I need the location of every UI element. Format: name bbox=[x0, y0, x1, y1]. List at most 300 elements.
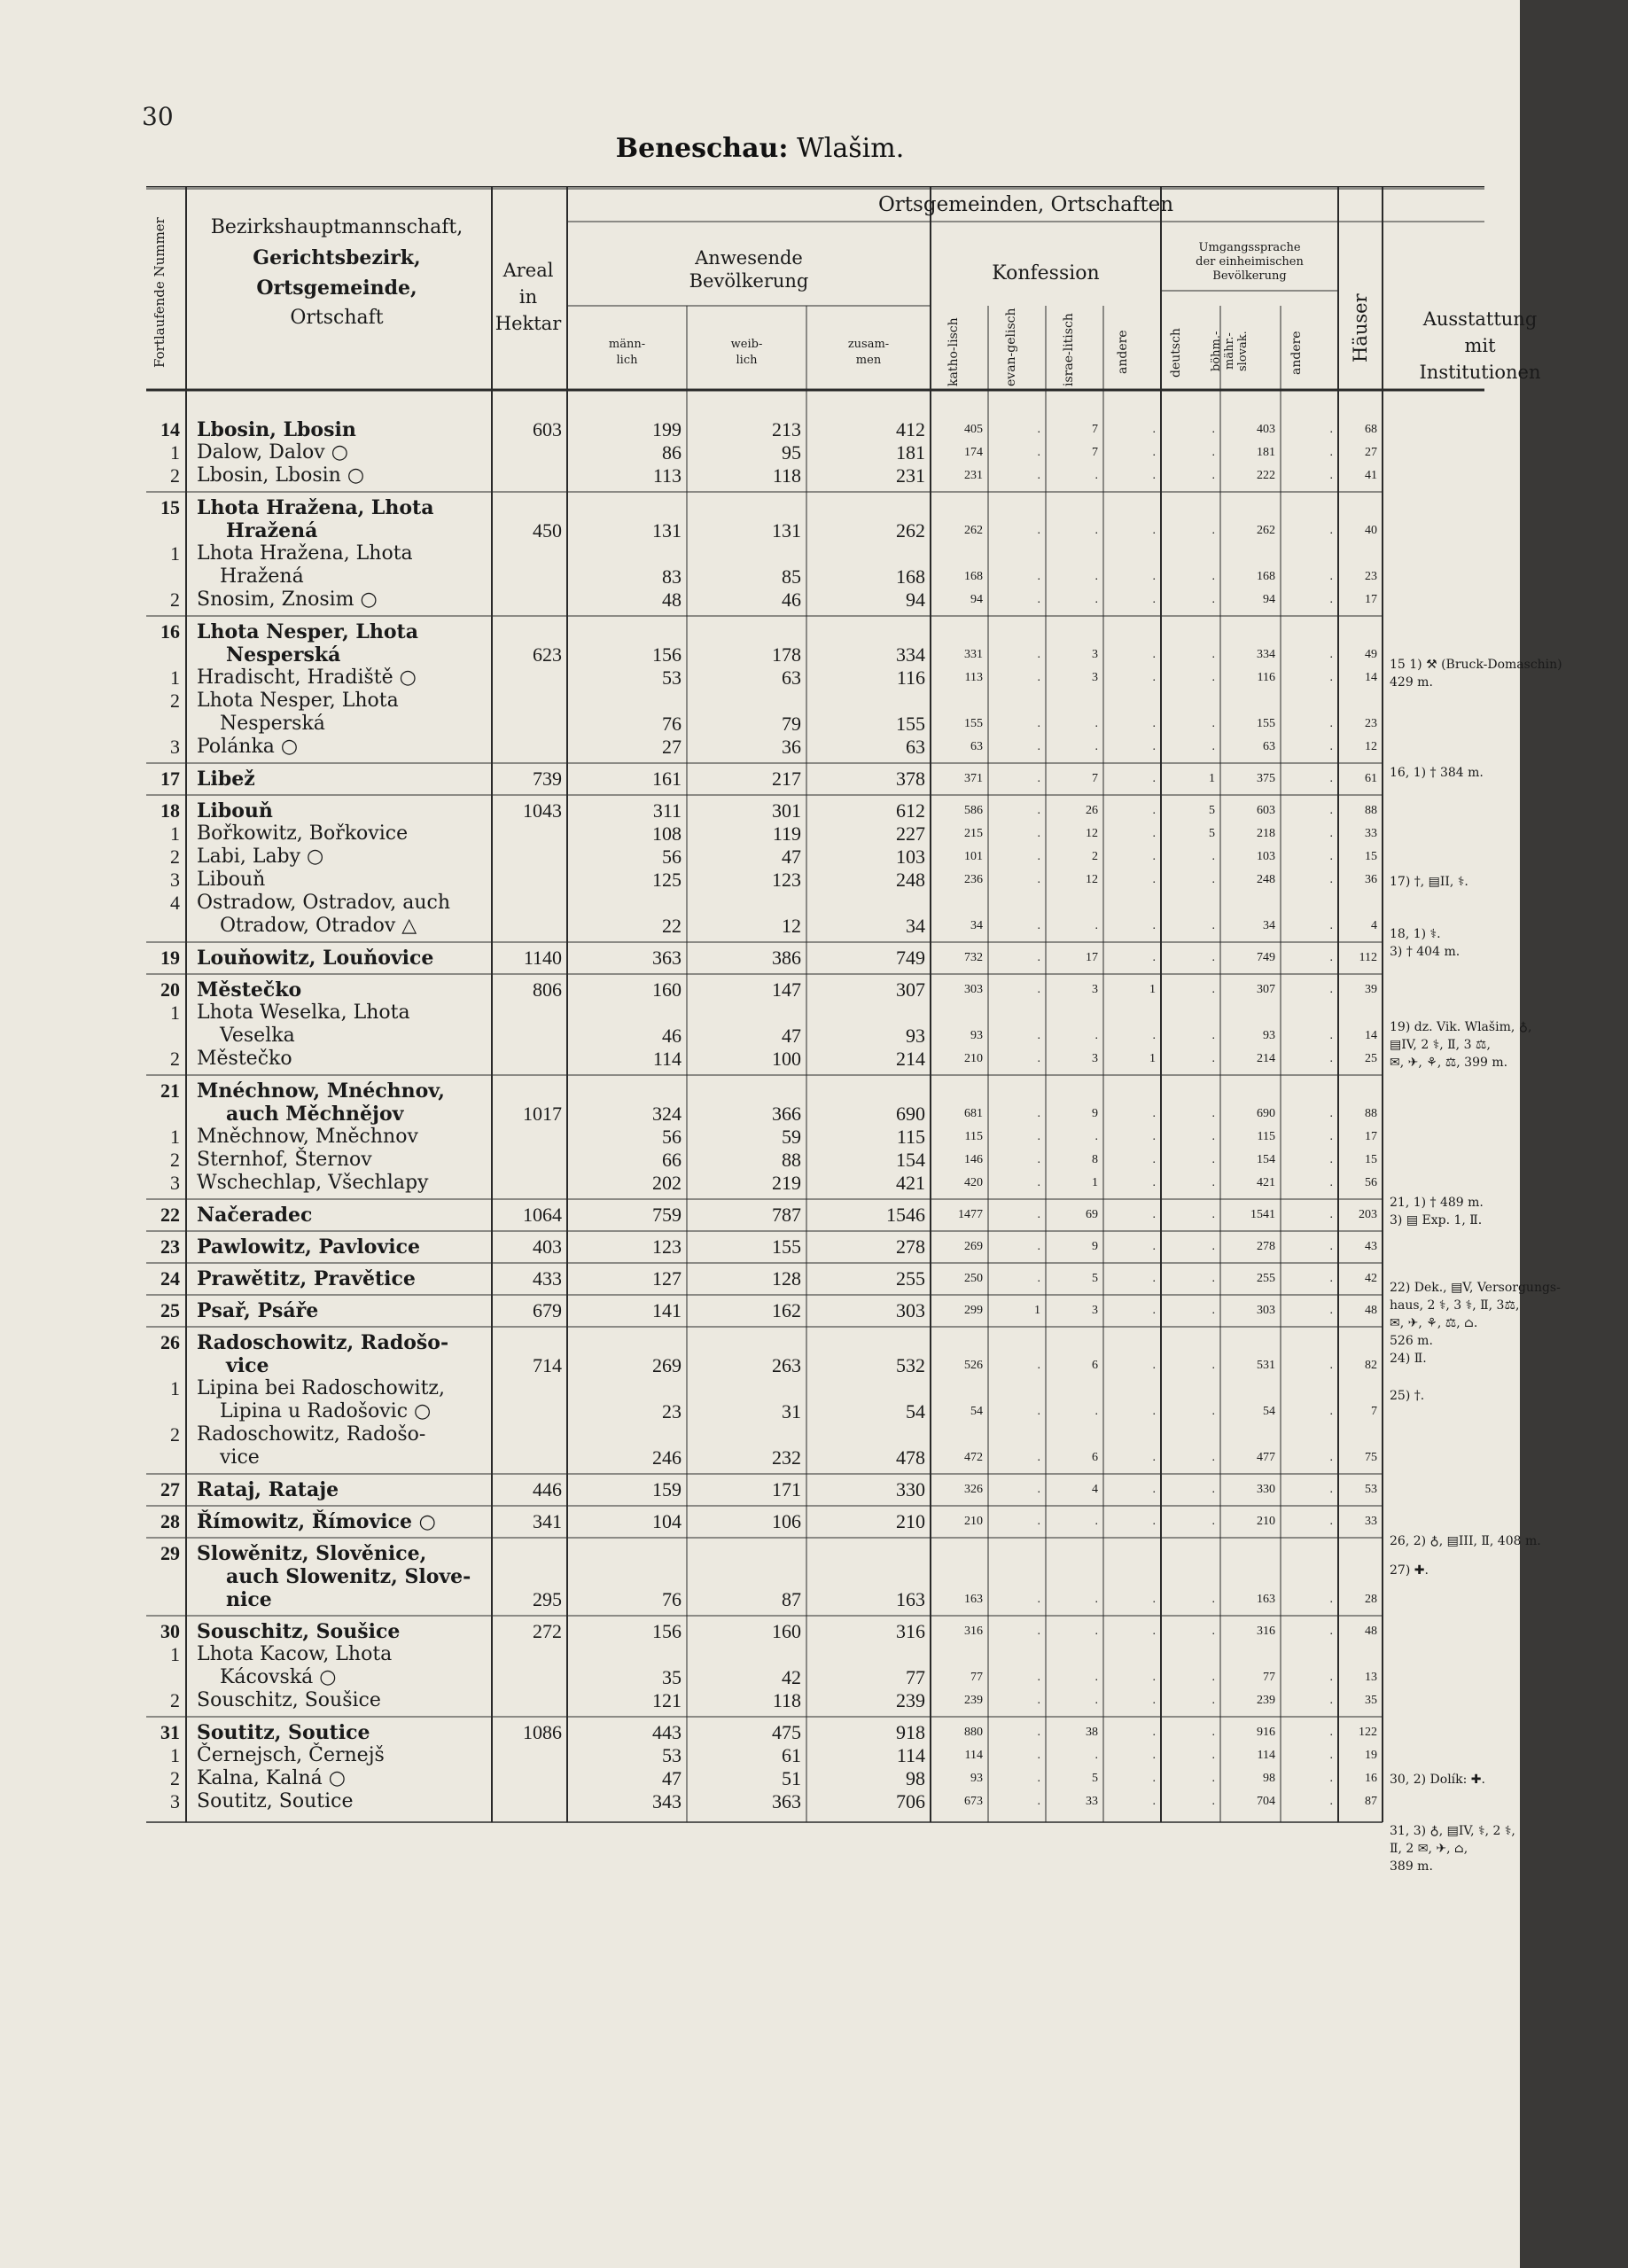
district-name: Beneschau: bbox=[615, 133, 789, 164]
institution-entry: 27) ✚. bbox=[1390, 1563, 1429, 1578]
kat-value: 163 bbox=[964, 1593, 983, 1606]
boh-value: 34 bbox=[1263, 919, 1275, 932]
boh-value: 54 bbox=[1263, 1405, 1275, 1418]
row-number: 21 bbox=[160, 1079, 180, 1102]
eva-value: . bbox=[1037, 740, 1040, 753]
institution-entry: ▤IV, 2 ⚕, Ⅱ, 3 ⚖, bbox=[1390, 1038, 1491, 1053]
m-value: 443 bbox=[652, 1721, 682, 1743]
and-value: . bbox=[1152, 1625, 1156, 1638]
and-value: . bbox=[1152, 423, 1156, 436]
row-number: 1 bbox=[170, 1643, 180, 1665]
boh-value: 916 bbox=[1257, 1726, 1275, 1739]
isr-value: 17 bbox=[1086, 951, 1098, 964]
institution-entry: 18, 1) ⚕. bbox=[1390, 927, 1441, 942]
row-number: 1 bbox=[170, 441, 180, 464]
z-value: 227 bbox=[896, 822, 925, 845]
asp-value: . bbox=[1329, 772, 1333, 785]
row-number: 31 bbox=[160, 1721, 180, 1743]
boh-value: 214 bbox=[1257, 1052, 1275, 1065]
eva-value: . bbox=[1037, 1176, 1040, 1189]
z-value: 316 bbox=[896, 1620, 925, 1642]
isr-value: 33 bbox=[1086, 1795, 1098, 1808]
row-number: 24 bbox=[160, 1267, 180, 1290]
kat-value: 586 bbox=[964, 804, 983, 817]
w-value: 51 bbox=[782, 1767, 801, 1789]
hau-value: 75 bbox=[1365, 1451, 1377, 1464]
hau-value: 15 bbox=[1365, 1153, 1377, 1166]
hau-value: 23 bbox=[1365, 717, 1377, 730]
header-name-line4: Ortschaft bbox=[290, 307, 384, 329]
kat-value: 371 bbox=[964, 772, 983, 785]
header-ausstattung bbox=[1383, 306, 1577, 386]
z-value: 168 bbox=[896, 565, 925, 588]
w-value: 147 bbox=[772, 978, 801, 1001]
row-number: 18 bbox=[160, 799, 180, 822]
place-name: Snosim, Znosim ○ bbox=[197, 588, 378, 611]
boh-value: 307 bbox=[1257, 983, 1275, 996]
and-value: . bbox=[1152, 1304, 1156, 1317]
w-value: 59 bbox=[782, 1126, 801, 1148]
and-value: . bbox=[1152, 1451, 1156, 1464]
hau-value: 40 bbox=[1365, 524, 1377, 537]
boh-value: 155 bbox=[1257, 717, 1275, 730]
isr-value: 6 bbox=[1092, 1451, 1098, 1464]
kat-value: 174 bbox=[964, 446, 983, 459]
place-name-cont: nice bbox=[226, 1588, 272, 1611]
asp-value: . bbox=[1329, 1130, 1333, 1143]
place-name: Římowitz, Římovice ○ bbox=[197, 1510, 436, 1533]
and-value: . bbox=[1152, 1671, 1156, 1684]
boh-value: 375 bbox=[1257, 772, 1275, 785]
and-value: 1 bbox=[1149, 983, 1156, 996]
asp-value: . bbox=[1329, 1272, 1333, 1285]
row-number: 3 bbox=[170, 736, 180, 758]
header-areal bbox=[492, 257, 565, 337]
kat-value: 250 bbox=[964, 1272, 983, 1285]
header-name-line3: Ortsgemeinde, bbox=[256, 277, 417, 300]
header-maennlich-line1: männ- bbox=[608, 338, 646, 351]
eva-value: . bbox=[1037, 1405, 1040, 1418]
header-andere-sprache: andere bbox=[1289, 331, 1304, 375]
z-value: 421 bbox=[896, 1172, 925, 1194]
w-value: 31 bbox=[782, 1400, 801, 1422]
and-value: . bbox=[1152, 1359, 1156, 1372]
z-value: 1546 bbox=[886, 1204, 925, 1226]
place-name: Bořkowitz, Bořkovice bbox=[197, 822, 409, 845]
w-value: 85 bbox=[782, 565, 801, 588]
place-name-cont: vice bbox=[220, 1446, 260, 1469]
place-name: Kalna, Kalná ○ bbox=[197, 1767, 346, 1789]
asp-value: . bbox=[1329, 593, 1333, 606]
place-name: Psař, Psáře bbox=[197, 1299, 319, 1322]
asp-value: . bbox=[1329, 1749, 1333, 1762]
header-ausstattung-line1: Ausstattung bbox=[1422, 308, 1538, 330]
m-value: 156 bbox=[652, 1620, 682, 1642]
header-haeuser: Häuser bbox=[1350, 293, 1371, 362]
and-value: . bbox=[1152, 1483, 1156, 1496]
w-value: 162 bbox=[772, 1299, 801, 1321]
place-name: Wschechlap, Všechlapy bbox=[197, 1172, 429, 1194]
and-value: . bbox=[1152, 850, 1156, 863]
institution-entry: 21, 1) † 489 m. bbox=[1390, 1195, 1484, 1210]
header-areal-line1: Areal bbox=[502, 260, 554, 281]
deu-value: . bbox=[1211, 1405, 1215, 1418]
asp-value: . bbox=[1329, 1772, 1333, 1785]
kat-value: 299 bbox=[964, 1304, 983, 1317]
and-value: . bbox=[1152, 772, 1156, 785]
row-number: 19 bbox=[160, 947, 180, 969]
and-value: . bbox=[1152, 1153, 1156, 1166]
row-number: 2 bbox=[170, 588, 180, 611]
deu-value: . bbox=[1211, 1694, 1215, 1707]
place-name: Lhota Hražena, Lhota bbox=[197, 542, 413, 565]
hau-value: 19 bbox=[1365, 1749, 1377, 1762]
institution-entry: 17) †, ▤II, ⚕. bbox=[1390, 875, 1468, 890]
deu-value: . bbox=[1211, 423, 1215, 436]
kat-value: 681 bbox=[964, 1107, 983, 1120]
w-value: 155 bbox=[772, 1235, 801, 1258]
z-value: 163 bbox=[896, 1588, 925, 1610]
deu-value: . bbox=[1211, 469, 1215, 482]
institution-entry: 526 m. bbox=[1390, 1334, 1433, 1349]
header-bevoelkerung-line1: Anwesende bbox=[695, 247, 803, 269]
deu-value: . bbox=[1211, 1772, 1215, 1785]
asp-value: . bbox=[1329, 1029, 1333, 1042]
isr-value: . bbox=[1094, 593, 1098, 606]
w-value: 131 bbox=[772, 519, 801, 542]
deu-value: . bbox=[1211, 1304, 1215, 1317]
boh-value: 222 bbox=[1257, 469, 1275, 482]
row-number: 1 bbox=[170, 822, 180, 845]
eva-value: . bbox=[1037, 1107, 1040, 1120]
areal-value: 806 bbox=[533, 978, 562, 1001]
eva-value: . bbox=[1037, 1483, 1040, 1496]
kat-value: 94 bbox=[970, 593, 983, 606]
row-number: 1 bbox=[170, 1744, 180, 1766]
z-value: 115 bbox=[896, 1126, 925, 1148]
deu-value: . bbox=[1211, 1515, 1215, 1528]
w-value: 88 bbox=[782, 1149, 801, 1171]
row-number: 2 bbox=[170, 1149, 180, 1171]
isr-value: 12 bbox=[1086, 827, 1098, 840]
place-name-cont: Veselka bbox=[220, 1025, 295, 1047]
place-name: Městečko bbox=[197, 978, 302, 1002]
kat-value: 155 bbox=[964, 717, 983, 730]
row-number: 23 bbox=[160, 1235, 180, 1258]
areal-value: 1140 bbox=[523, 947, 562, 969]
header-zusammen bbox=[806, 337, 931, 369]
hau-value: 53 bbox=[1365, 1483, 1377, 1496]
institution-entry: 26, 2) ♁, ▤III, Ⅱ, 408 m. bbox=[1390, 1533, 1541, 1548]
institution-entry: 16, 1) † 384 m. bbox=[1390, 765, 1484, 780]
w-value: 47 bbox=[782, 846, 801, 868]
w-value: 118 bbox=[772, 1689, 801, 1711]
z-value: 154 bbox=[896, 1149, 925, 1171]
boh-value: 421 bbox=[1257, 1176, 1275, 1189]
and-value: . bbox=[1152, 446, 1156, 459]
m-value: 27 bbox=[662, 736, 682, 758]
place-name-cont: Hražená bbox=[220, 565, 304, 588]
institution-entry: 31, 3) ♁, ▤IV, ⚕, 2 ⚕, bbox=[1390, 1824, 1515, 1839]
isr-value: 3 bbox=[1092, 1052, 1098, 1065]
m-value: 56 bbox=[662, 846, 682, 868]
deu-value: . bbox=[1211, 1593, 1215, 1606]
kat-value: 526 bbox=[964, 1359, 983, 1372]
w-value: 787 bbox=[772, 1204, 801, 1226]
z-value: 918 bbox=[896, 1721, 925, 1743]
eva-value: . bbox=[1037, 446, 1040, 459]
header-weiblich-line1: weib- bbox=[730, 338, 763, 351]
row-number: 3 bbox=[170, 1790, 180, 1812]
place-name-cont: Otradow, Otradov △ bbox=[220, 915, 417, 937]
row-number: 16 bbox=[160, 620, 180, 643]
asp-value: . bbox=[1329, 1795, 1333, 1808]
asp-value: . bbox=[1329, 1726, 1333, 1739]
w-value: 213 bbox=[772, 418, 801, 440]
areal-value: 341 bbox=[533, 1510, 562, 1532]
m-value: 131 bbox=[652, 519, 682, 542]
deu-value: . bbox=[1211, 1749, 1215, 1762]
boh-value: 1541 bbox=[1250, 1208, 1275, 1221]
isr-value: 7 bbox=[1092, 446, 1098, 459]
and-value: . bbox=[1152, 1208, 1156, 1221]
kat-value: 215 bbox=[964, 827, 983, 840]
w-value: 36 bbox=[782, 736, 801, 758]
and-value: . bbox=[1152, 570, 1156, 583]
m-value: 46 bbox=[662, 1025, 682, 1047]
z-value: 612 bbox=[896, 799, 925, 822]
header-umgangssprache-line2: der einheimischen bbox=[1196, 255, 1304, 269]
kat-value: 331 bbox=[964, 648, 983, 661]
w-value: 232 bbox=[772, 1446, 801, 1469]
w-value: 119 bbox=[772, 822, 801, 845]
eva-value: . bbox=[1037, 1515, 1040, 1528]
areal-value: 450 bbox=[533, 519, 562, 542]
deu-value: . bbox=[1211, 446, 1215, 459]
hau-value: 36 bbox=[1365, 873, 1377, 886]
areal-value: 295 bbox=[533, 1588, 562, 1610]
isr-value: . bbox=[1094, 1671, 1098, 1684]
kat-value: 146 bbox=[964, 1153, 983, 1166]
row-number: 27 bbox=[160, 1478, 180, 1500]
asp-value: . bbox=[1329, 850, 1333, 863]
deu-value: . bbox=[1211, 983, 1215, 996]
deu-value: . bbox=[1211, 951, 1215, 964]
m-value: 311 bbox=[652, 799, 682, 822]
kat-value: 880 bbox=[964, 1726, 983, 1739]
deu-value: . bbox=[1211, 919, 1215, 932]
place-name: Načeradec bbox=[197, 1204, 313, 1227]
boh-value: 210 bbox=[1257, 1515, 1275, 1528]
kat-value: 168 bbox=[964, 570, 983, 583]
asp-value: . bbox=[1329, 827, 1333, 840]
eva-value: . bbox=[1037, 1671, 1040, 1684]
isr-value: 5 bbox=[1092, 1772, 1098, 1785]
areal-value: 739 bbox=[533, 768, 562, 790]
m-value: 759 bbox=[652, 1204, 682, 1226]
z-value: 114 bbox=[896, 1744, 925, 1766]
deu-value: . bbox=[1211, 1052, 1215, 1065]
header-name-line2: Gerichtsbezirk, bbox=[253, 246, 421, 269]
kat-value: 54 bbox=[970, 1405, 983, 1418]
isr-value: 3 bbox=[1092, 648, 1098, 661]
place-name: Lhota Nesper, Lhota bbox=[197, 620, 418, 643]
z-value: 690 bbox=[896, 1103, 925, 1125]
m-value: 23 bbox=[662, 1400, 682, 1422]
place-name-cont: Kácovská ○ bbox=[220, 1666, 337, 1688]
place-name: Rataj, Rataje bbox=[197, 1478, 339, 1501]
boh-value: 93 bbox=[1263, 1029, 1275, 1042]
row-number: 17 bbox=[160, 768, 180, 790]
eva-value: . bbox=[1037, 1153, 1040, 1166]
institution-entry: ✉, ✈, ⚘, ⚖, ⌂. bbox=[1390, 1316, 1478, 1331]
eva-value: . bbox=[1037, 1451, 1040, 1464]
w-value: 217 bbox=[772, 768, 801, 790]
hau-value: 4 bbox=[1371, 919, 1377, 932]
eva-value: . bbox=[1037, 772, 1040, 785]
asp-value: . bbox=[1329, 951, 1333, 964]
hau-value: 14 bbox=[1365, 671, 1377, 684]
m-value: 246 bbox=[652, 1446, 682, 1469]
statistics-table bbox=[146, 186, 1562, 2078]
and-value: . bbox=[1152, 919, 1156, 932]
isr-value: 7 bbox=[1092, 423, 1098, 436]
row-number: 30 bbox=[160, 1620, 180, 1642]
deu-value: . bbox=[1211, 1029, 1215, 1042]
and-value: . bbox=[1152, 671, 1156, 684]
asp-value: . bbox=[1329, 570, 1333, 583]
eva-value: . bbox=[1037, 648, 1040, 661]
hau-value: 23 bbox=[1365, 570, 1377, 583]
boh-value: 103 bbox=[1257, 850, 1275, 863]
deu-value: . bbox=[1211, 1671, 1215, 1684]
z-value: 330 bbox=[896, 1478, 925, 1500]
z-value: 54 bbox=[906, 1400, 925, 1422]
header-fortlaufende-nummer: Fortlaufende Nummer bbox=[152, 217, 167, 368]
m-value: 123 bbox=[652, 1235, 682, 1258]
asp-value: . bbox=[1329, 648, 1333, 661]
place-name: Slowěnitz, Slověnice, bbox=[197, 1542, 427, 1565]
header-zusammen-line2: men bbox=[855, 354, 882, 367]
deu-value: . bbox=[1211, 524, 1215, 537]
eva-value: . bbox=[1037, 1726, 1040, 1739]
place-name: Lbosin, Lbosin ○ bbox=[197, 464, 365, 487]
asp-value: . bbox=[1329, 1593, 1333, 1606]
kat-value: 303 bbox=[964, 983, 983, 996]
eva-value: . bbox=[1037, 1208, 1040, 1221]
hau-value: 56 bbox=[1365, 1176, 1377, 1189]
place-name: Dalow, Dalov ○ bbox=[197, 441, 348, 464]
header-katholisch: katho-lisch bbox=[946, 317, 961, 386]
kat-value: 673 bbox=[964, 1795, 983, 1808]
row-number: 14 bbox=[160, 418, 180, 440]
boh-value: 303 bbox=[1257, 1304, 1275, 1317]
row-number: 15 bbox=[160, 496, 180, 518]
kat-value: 93 bbox=[970, 1772, 983, 1785]
place-name: Lhota Weselka, Lhota bbox=[197, 1002, 410, 1024]
header-umgangssprache bbox=[1161, 241, 1338, 284]
asp-value: . bbox=[1329, 1483, 1333, 1496]
z-value: 94 bbox=[906, 588, 925, 611]
m-value: 141 bbox=[652, 1299, 682, 1321]
hau-value: 112 bbox=[1359, 951, 1377, 964]
w-value: 178 bbox=[772, 643, 801, 666]
header-weiblich bbox=[687, 337, 806, 369]
w-value: 219 bbox=[772, 1172, 801, 1194]
asp-value: . bbox=[1329, 804, 1333, 817]
hau-value: 15 bbox=[1365, 850, 1377, 863]
isr-value: . bbox=[1094, 469, 1098, 482]
institution-entry: 3) † 404 m. bbox=[1390, 945, 1461, 960]
isr-value: . bbox=[1094, 524, 1098, 537]
institution-entry: 25) †. bbox=[1390, 1389, 1425, 1403]
place-name-cont: auch Slowenitz, Slove- bbox=[226, 1565, 471, 1588]
m-value: 86 bbox=[662, 441, 682, 464]
place-name-cont: vice bbox=[226, 1354, 269, 1377]
asp-value: . bbox=[1329, 1240, 1333, 1253]
m-value: 56 bbox=[662, 1126, 682, 1148]
hau-value: 42 bbox=[1365, 1272, 1377, 1285]
place-name: Lipina bei Radoschowitz, bbox=[197, 1377, 446, 1399]
hau-value: 48 bbox=[1365, 1304, 1377, 1317]
and-value: . bbox=[1152, 1795, 1156, 1808]
isr-value: 3 bbox=[1092, 1304, 1098, 1317]
place-name: Radoschowitz, Radošo- bbox=[197, 1331, 449, 1354]
place-name: Hradischt, Hradiště ○ bbox=[197, 666, 417, 689]
deu-value: . bbox=[1211, 1208, 1215, 1221]
z-value: 214 bbox=[896, 1048, 925, 1070]
isr-value: . bbox=[1094, 1405, 1098, 1418]
eva-value: . bbox=[1037, 983, 1040, 996]
boh-value: 334 bbox=[1257, 648, 1275, 661]
isr-value: 3 bbox=[1092, 671, 1098, 684]
row-number: 4 bbox=[170, 892, 180, 914]
header-ausstattung-line3: Institutionen bbox=[1419, 362, 1541, 383]
asp-value: . bbox=[1329, 983, 1333, 996]
header-konfession: Konfession bbox=[992, 262, 1100, 284]
eva-value: . bbox=[1037, 1052, 1040, 1065]
place-name: Městečko bbox=[197, 1048, 292, 1070]
kat-value: 63 bbox=[970, 740, 983, 753]
and-value: . bbox=[1152, 1272, 1156, 1285]
isr-value: . bbox=[1094, 717, 1098, 730]
areal-value: 623 bbox=[533, 643, 562, 666]
m-value: 127 bbox=[652, 1267, 682, 1290]
kat-value: 326 bbox=[964, 1483, 983, 1496]
and-value: 1 bbox=[1149, 1052, 1156, 1065]
row-number: 1 bbox=[170, 1377, 180, 1399]
boh-value: 704 bbox=[1257, 1795, 1275, 1808]
deu-value: . bbox=[1211, 1130, 1215, 1143]
m-value: 114 bbox=[652, 1048, 682, 1070]
m-value: 113 bbox=[652, 464, 682, 487]
eva-value: . bbox=[1037, 804, 1040, 817]
eva-value: . bbox=[1037, 1772, 1040, 1785]
header-weiblich-line2: lich bbox=[736, 354, 758, 367]
deu-value: . bbox=[1211, 671, 1215, 684]
isr-value: . bbox=[1094, 1625, 1098, 1638]
kat-value: 210 bbox=[964, 1052, 983, 1065]
eva-value: . bbox=[1037, 951, 1040, 964]
institution-entry: 3) ▤ Exp. 1, Ⅱ. bbox=[1390, 1212, 1483, 1228]
areal-value: 433 bbox=[533, 1267, 562, 1290]
m-value: 47 bbox=[662, 1767, 682, 1789]
row-number: 1 bbox=[170, 666, 180, 689]
w-value: 47 bbox=[782, 1025, 801, 1047]
row-number: 22 bbox=[160, 1204, 180, 1226]
place-name: Lhota Nesper, Lhota bbox=[197, 690, 399, 712]
kat-value: 239 bbox=[964, 1694, 983, 1707]
